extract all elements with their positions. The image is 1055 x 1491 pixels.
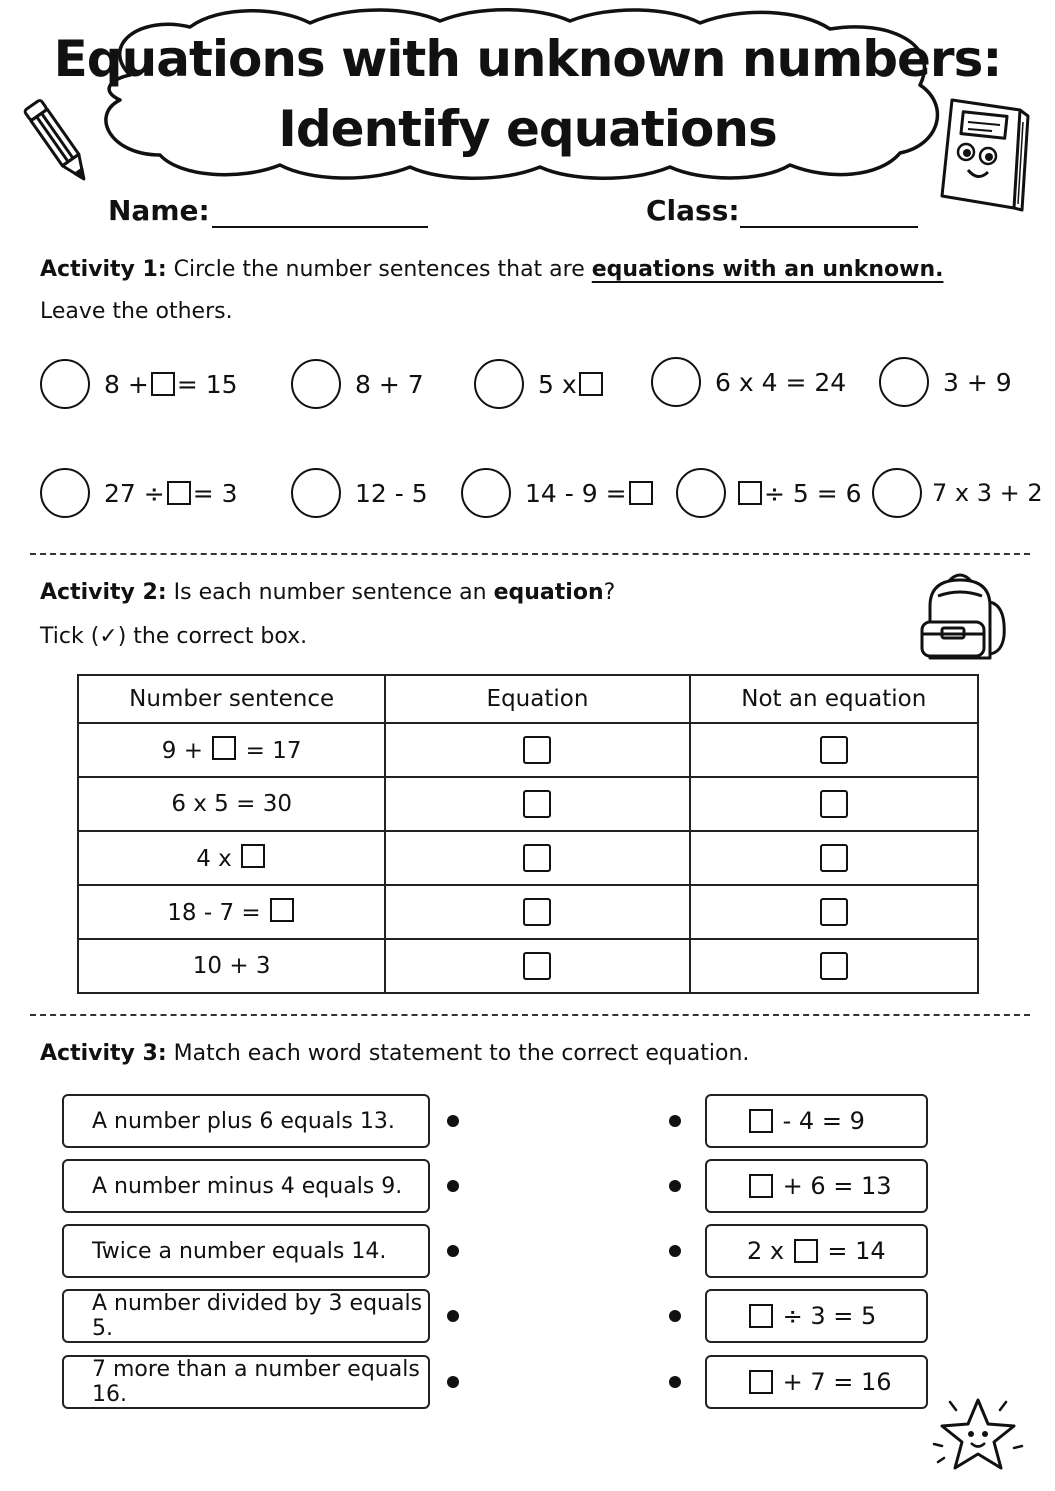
statement-card: 7 more than a number equals 16. xyxy=(62,1355,430,1409)
activity2-heading: Activity 2: xyxy=(40,580,167,605)
unknown-box-icon xyxy=(749,1370,773,1394)
class-field[interactable] xyxy=(740,226,918,228)
unknown-box-icon xyxy=(738,481,762,505)
sentence-part: = 3 xyxy=(192,478,238,508)
class-label: Class: xyxy=(646,194,740,227)
worksheet-subtitle: Identify equations xyxy=(278,100,777,158)
equation-card xyxy=(705,1159,928,1213)
not-equation-checkbox[interactable] xyxy=(820,952,848,980)
sentence-part: 8 + 7 xyxy=(355,369,424,399)
match-dot-left[interactable] xyxy=(447,1310,459,1322)
equation-checkbox[interactable] xyxy=(523,952,551,980)
name-field[interactable] xyxy=(212,226,428,228)
answer-circle[interactable] xyxy=(291,468,341,518)
equation-cell xyxy=(385,939,689,993)
activity1-instruction-text: Circle the number sentences that are xyxy=(173,257,585,282)
equation-part: ÷ 3 = 5 xyxy=(782,1302,877,1330)
match-dot-right[interactable] xyxy=(669,1245,681,1257)
unknown-box-icon xyxy=(629,481,653,505)
a1-item-4 xyxy=(651,352,846,412)
sentence-part: = 17 xyxy=(245,738,302,764)
activity2-emphasis: equation xyxy=(493,580,604,605)
a1-item-7 xyxy=(291,463,428,523)
answer-circle[interactable] xyxy=(676,468,726,518)
sentence-part: 7 x 3 + 2 xyxy=(932,479,1043,507)
column-header: Not an equation xyxy=(690,675,978,723)
number-sentence-cell xyxy=(78,723,385,777)
activity2-question-text: Is each number sentence an xyxy=(173,580,487,605)
activity2-instruction: Tick (✓) the correct box. xyxy=(40,624,308,649)
match-dot-left[interactable] xyxy=(447,1115,459,1127)
answer-circle[interactable] xyxy=(474,359,524,409)
sentence-part: 14 - 9 = xyxy=(525,478,627,508)
unknown-box-icon xyxy=(241,844,265,868)
equation-part: = 14 xyxy=(827,1237,886,1265)
a1-item-1 xyxy=(40,354,238,414)
equation-part: - 4 = 9 xyxy=(782,1107,865,1135)
match-dot-right[interactable] xyxy=(669,1180,681,1192)
a1-item-10 xyxy=(872,463,1043,523)
number-sentence-cell xyxy=(78,885,385,939)
sentence-part: 3 + 9 xyxy=(943,367,1012,397)
sentence-part: ÷ 5 = 6 xyxy=(764,478,862,508)
activity1-instruction-line2: Leave the others. xyxy=(40,299,233,324)
sentence-part: 8 + xyxy=(104,369,149,399)
equation-checkbox[interactable] xyxy=(523,790,551,818)
number-sentence-cell xyxy=(78,777,385,831)
activity1-heading: Activity 1: xyxy=(40,257,167,282)
equation-cell xyxy=(385,885,689,939)
worksheet-title: Equations with unknown numbers: xyxy=(53,30,1002,88)
equation-card xyxy=(705,1094,928,1148)
not-equation-cell xyxy=(690,723,978,777)
activity1-instruction xyxy=(40,257,943,282)
unknown-box-icon xyxy=(749,1174,773,1198)
match-dot-right[interactable] xyxy=(669,1376,681,1388)
unknown-box-icon xyxy=(270,898,294,922)
a1-item-8 xyxy=(461,463,655,523)
table-header-row xyxy=(78,675,978,723)
answer-circle[interactable] xyxy=(651,357,701,407)
a1-item-5 xyxy=(879,352,1012,412)
number-sentence-cell xyxy=(78,831,385,885)
statement-card: A number minus 4 equals 9. xyxy=(62,1159,430,1213)
equation-checkbox[interactable] xyxy=(523,844,551,872)
book-character-icon xyxy=(930,92,1030,212)
a1-item-6 xyxy=(40,463,238,523)
equation-cell xyxy=(385,831,689,885)
table-row xyxy=(78,831,978,885)
section-divider xyxy=(30,1014,1030,1016)
unknown-box-icon xyxy=(579,372,603,396)
star-character-icon xyxy=(928,1390,1028,1480)
statement-card: A number plus 6 equals 13. xyxy=(62,1094,430,1148)
not-equation-checkbox[interactable] xyxy=(820,790,848,818)
equation-card xyxy=(705,1224,928,1278)
equation-checkbox[interactable] xyxy=(523,898,551,926)
table-row xyxy=(78,777,978,831)
sentence-part: 6 x 5 = 30 xyxy=(171,791,292,817)
answer-circle[interactable] xyxy=(879,357,929,407)
activity1-emphasis: equations with an unknown. xyxy=(591,257,944,282)
match-dot-left[interactable] xyxy=(447,1245,459,1257)
match-dot-left[interactable] xyxy=(447,1180,459,1192)
backpack-icon xyxy=(912,566,1012,666)
table-row xyxy=(78,723,978,777)
sentence-part: 4 x xyxy=(196,846,232,872)
unknown-box-icon xyxy=(212,736,236,760)
not-equation-cell xyxy=(690,777,978,831)
statement-card: A number divided by 3 equals 5. xyxy=(62,1289,430,1343)
equation-card xyxy=(705,1289,928,1343)
equation-part: 2 x xyxy=(747,1237,785,1265)
not-equation-cell xyxy=(690,831,978,885)
section-divider xyxy=(30,553,1030,555)
sentence-part: 9 + xyxy=(161,738,204,764)
not-equation-checkbox[interactable] xyxy=(820,736,848,764)
activity3-instruction-text: Match each word statement to the correct equation. xyxy=(173,1041,750,1066)
sentence-part: 10 + 3 xyxy=(192,953,271,979)
a1-item-2 xyxy=(291,354,424,414)
equation-part: + 6 = 13 xyxy=(782,1172,892,1200)
not-equation-checkbox[interactable] xyxy=(820,898,848,926)
table-row xyxy=(78,939,978,993)
match-dot-left[interactable] xyxy=(447,1376,459,1388)
unknown-box-icon xyxy=(749,1304,773,1328)
a1-item-9 xyxy=(676,463,862,523)
pencil-icon xyxy=(18,92,98,192)
activity2-question xyxy=(40,580,615,605)
column-header: Number sentence xyxy=(78,675,385,723)
answer-circle[interactable] xyxy=(872,468,922,518)
match-dot-right[interactable] xyxy=(669,1115,681,1127)
equation-checkbox[interactable] xyxy=(523,736,551,764)
unknown-box-icon xyxy=(749,1109,773,1133)
a1-item-3 xyxy=(474,354,605,414)
statement-card: Twice a number equals 14. xyxy=(62,1224,430,1278)
equation-table xyxy=(77,674,979,994)
activity3-instruction xyxy=(40,1041,749,1066)
sentence-part: 6 x 4 = 24 xyxy=(715,367,847,397)
sentence-part: 12 - 5 xyxy=(355,478,428,508)
match-dot-right[interactable] xyxy=(669,1310,681,1322)
equation-card xyxy=(705,1355,928,1409)
equation-part: + 7 = 16 xyxy=(782,1368,892,1396)
unknown-box-icon xyxy=(794,1239,818,1263)
activity3-heading: Activity 3: xyxy=(40,1041,167,1066)
unknown-box-icon xyxy=(167,481,191,505)
sentence-part: = 15 xyxy=(176,369,238,399)
not-equation-checkbox[interactable] xyxy=(820,844,848,872)
number-sentence-cell xyxy=(78,939,385,993)
not-equation-cell xyxy=(690,885,978,939)
unknown-box-icon xyxy=(151,372,175,396)
sentence-part: 18 - 7 = xyxy=(167,900,261,926)
sentence-part: 5 x xyxy=(538,369,577,399)
not-equation-cell xyxy=(690,939,978,993)
equation-cell xyxy=(385,777,689,831)
answer-circle[interactable] xyxy=(40,468,90,518)
activity2-question-end: ? xyxy=(603,580,616,605)
sentence-part: 27 ÷ xyxy=(104,478,165,508)
table-row xyxy=(78,885,978,939)
equation-cell xyxy=(385,723,689,777)
answer-circle[interactable] xyxy=(40,359,90,409)
answer-circle[interactable] xyxy=(461,468,511,518)
answer-circle[interactable] xyxy=(291,359,341,409)
column-header: Equation xyxy=(385,675,689,723)
name-label: Name: xyxy=(108,194,210,227)
